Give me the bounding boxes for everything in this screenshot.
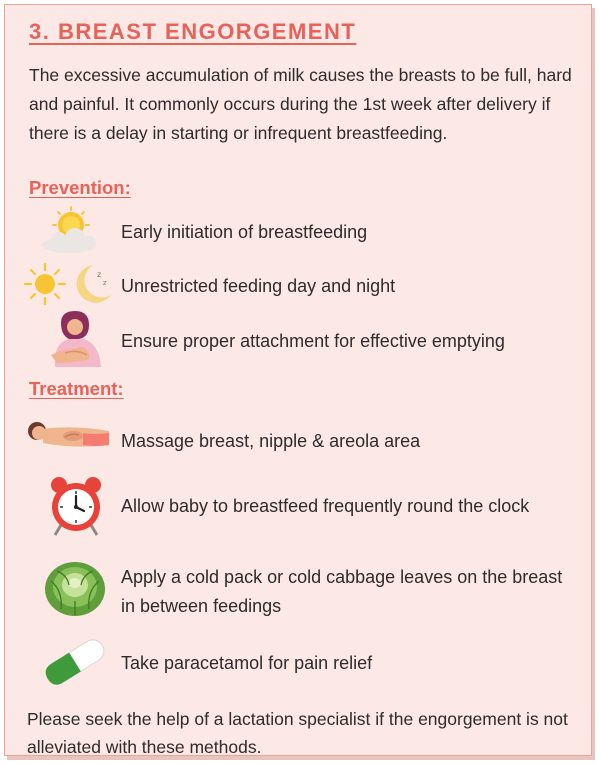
engorgement-card xyxy=(4,4,592,756)
sun-moon-icon xyxy=(23,261,115,307)
treatment-item: Take paracetamol for pain relief xyxy=(121,653,373,673)
svg-text:z: z xyxy=(97,270,102,279)
prevention-heading: Prevention: xyxy=(29,177,131,198)
sun-cloud-icon xyxy=(37,205,101,257)
intro-paragraph: The excessive accumulation of milk causes the breasts to be full, hard and painful. It commonly occurs during the 1st week after delivery if there is a delay in starting or infrequent breastfeeding. xyxy=(29,65,572,143)
treatment-item: Allow baby to breastfeed frequently round the clock xyxy=(121,496,530,516)
capsule-icon xyxy=(39,633,111,691)
prevention-item: Ensure proper attachment for effective emptying xyxy=(121,331,505,351)
treatment-item: Apply a cold pack or cold cabbage leaves on the breast in between feedings xyxy=(121,567,563,616)
page-title: 3. BREAST ENGORGEMENT xyxy=(29,19,357,44)
breastfeeding-mother-icon xyxy=(47,309,109,369)
prevention-item: Early initiation of breastfeeding xyxy=(121,222,368,242)
svg-text:z: z xyxy=(103,279,107,287)
massage-icon xyxy=(23,415,113,455)
treatment-heading: Treatment: xyxy=(29,378,124,399)
prevention-item: Unrestricted feeding day and night xyxy=(121,276,396,296)
footer-note: Please seek the help of a lactation specialist if the engorgement is not alleviated with these methods. xyxy=(27,709,568,757)
treatment-item: Massage breast, nipple & areola area xyxy=(121,431,421,451)
cabbage-icon xyxy=(43,557,107,617)
alarm-clock-icon xyxy=(45,475,107,537)
